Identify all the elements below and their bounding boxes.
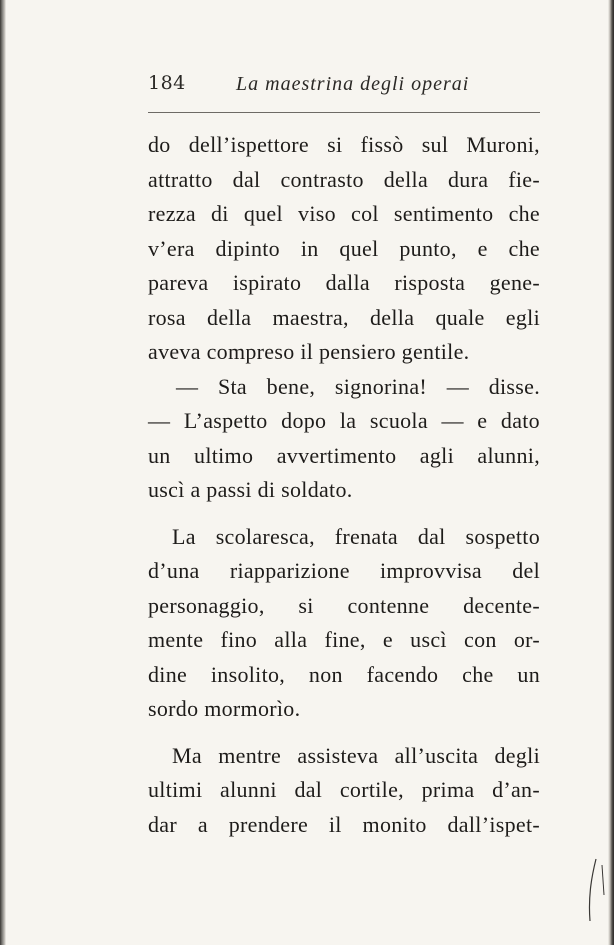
page-left-edge bbox=[0, 0, 6, 945]
text-line: un ultimo avvertimento agli alunni, bbox=[148, 442, 540, 468]
text-line: — L’aspetto dopo la scuola — e dato bbox=[148, 408, 540, 433]
text-line: dine insolito, non facendo che un bbox=[148, 661, 540, 687]
text-line: personaggio, si contenne decente- bbox=[148, 592, 540, 618]
text-line: pareva ispirato dalla risposta gene- bbox=[148, 270, 540, 295]
text-line: attratto dal contrasto della dura fie- bbox=[148, 166, 540, 192]
text-line: d’una riapparizione improvvisa del bbox=[148, 558, 540, 583]
text-line: — Sta bene, signorina! — disse. bbox=[176, 373, 540, 399]
text-line: sordo mormorìo. bbox=[148, 696, 301, 721]
text-line: do dell’ispettore si fissò sul Muroni, bbox=[148, 132, 540, 157]
text-line: v’era dipinto in quel punto, e che bbox=[148, 235, 540, 261]
page-number: 184 bbox=[148, 72, 186, 94]
running-title: La maestrina degli operai bbox=[236, 73, 470, 95]
text-line: aveva compreso il pensiero gentile. bbox=[148, 339, 470, 364]
text-line: dar a prendere il monito dall’ispet- bbox=[148, 811, 540, 837]
text-line: La scolaresca, frenata dal sospetto bbox=[172, 523, 540, 549]
header-rule bbox=[148, 112, 540, 113]
text-line: rosa della maestra, della quale egli bbox=[148, 304, 540, 330]
text-line: mente fino alla fine, e uscì con or- bbox=[148, 627, 540, 652]
text-line: uscì a passi di soldato. bbox=[148, 477, 353, 502]
body-text bbox=[148, 128, 540, 842]
scan-artifact-mark bbox=[582, 855, 606, 925]
text-line: Ma mentre assisteva all’uscita degli bbox=[172, 742, 540, 768]
text-line: ultimi alunni dal cortile, prima d’an- bbox=[148, 777, 540, 802]
page-header bbox=[148, 72, 540, 100]
page-right-edge bbox=[608, 0, 614, 945]
text-line: rezza di quel viso col sentimento che bbox=[148, 201, 540, 226]
